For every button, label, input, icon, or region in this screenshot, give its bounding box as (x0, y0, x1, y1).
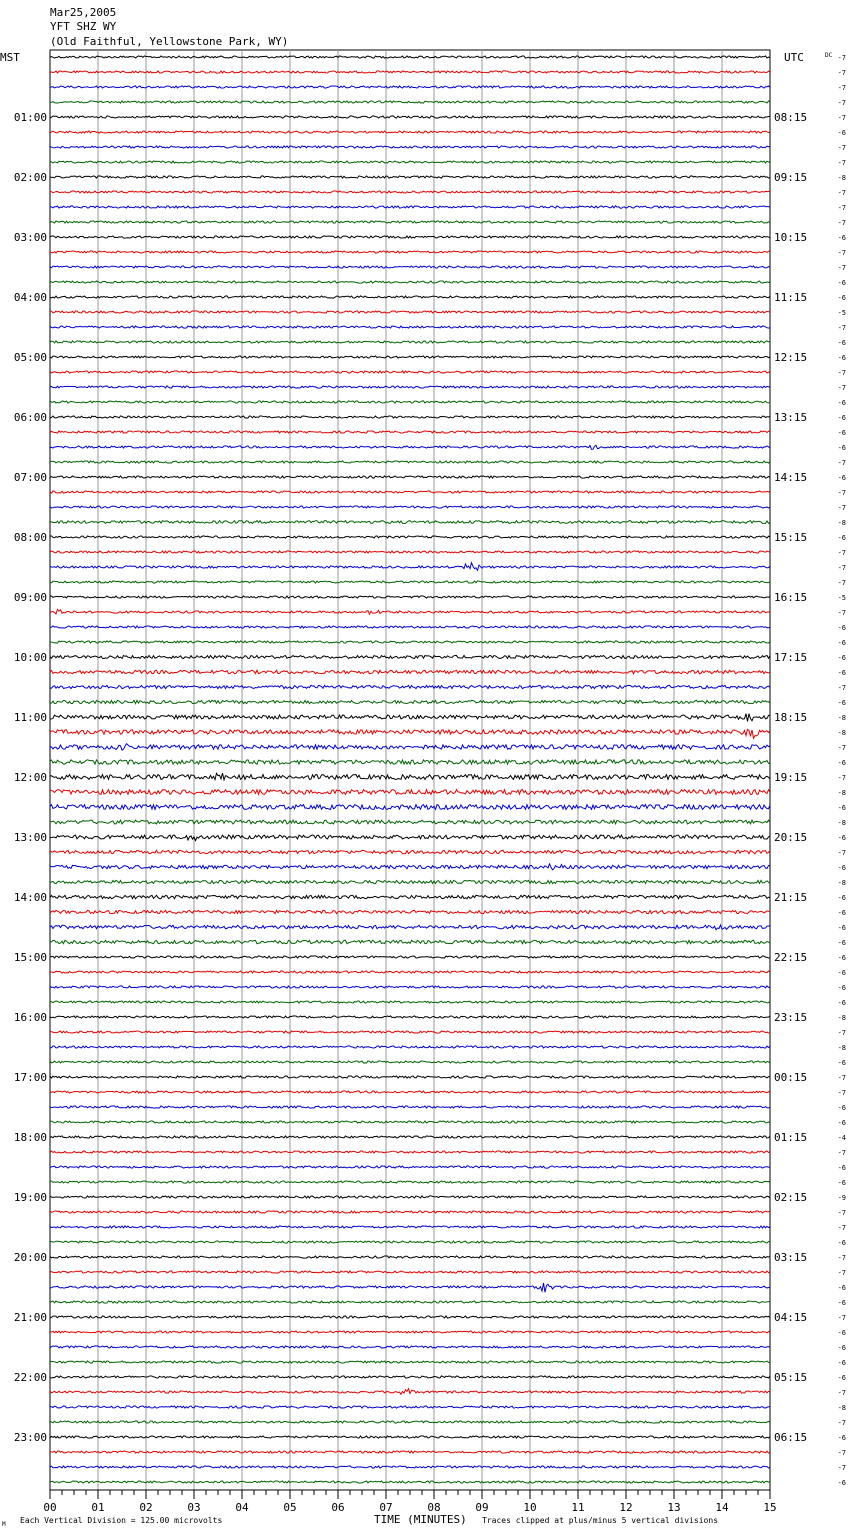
dc-offset-label: -6 (837, 1179, 846, 1187)
dc-offset-label: -6 (837, 1284, 846, 1292)
dc-offset-label: -7 (837, 1464, 846, 1472)
seismic-trace (50, 1271, 770, 1273)
seismic-trace (50, 1346, 770, 1348)
seismic-trace (50, 356, 770, 358)
seismic-trace (50, 820, 770, 824)
seismic-trace (50, 1151, 770, 1153)
seismic-trace (50, 491, 770, 493)
right-axis-label: UTC (784, 51, 804, 64)
dc-offset-label: -6 (837, 1239, 846, 1247)
dc-offset-label: -4 (837, 1134, 846, 1142)
mst-hour-label: 08:00 (13, 531, 47, 544)
x-tick-label: 08 (427, 1501, 441, 1514)
mst-hour-label: 10:00 (13, 651, 47, 664)
seismic-trace (50, 86, 770, 88)
seismic-trace (50, 1076, 770, 1078)
utc-hour-label: 20:15 (774, 831, 808, 844)
utc-hour-label: 16:15 (774, 591, 808, 604)
seismic-trace (50, 626, 770, 628)
mst-hour-labels (14, 111, 47, 1444)
mst-hour-label: 07:00 (13, 471, 47, 484)
dc-offset-label: -7 (837, 684, 846, 692)
seismic-trace (50, 341, 770, 343)
dc-offset-label: -6 (837, 1119, 846, 1127)
seismic-trace (50, 1016, 770, 1018)
seismic-trace (50, 1376, 770, 1378)
header-location: (Old Faithful, Yellowstone Park, WY) (50, 35, 289, 48)
mst-hour-label: 12:00 (13, 771, 47, 784)
dc-offset-label: -7 (837, 744, 846, 752)
seismic-trace (50, 1136, 770, 1138)
dc-offset-label: -7 (837, 384, 846, 392)
time-axis (43, 1490, 776, 1514)
seismic-trace (50, 895, 770, 898)
dc-offset-label: -6 (837, 924, 846, 932)
seismic-trace (50, 760, 770, 764)
mst-hour-label: 05:00 (13, 351, 47, 364)
seismic-trace (50, 311, 770, 313)
dc-offset-label: -7 (837, 504, 846, 512)
dc-offset-label: -7 (837, 159, 846, 167)
dc-offset-label: -6 (837, 669, 846, 677)
utc-hour-label: 14:15 (774, 471, 808, 484)
seismic-trace (50, 461, 770, 463)
seismic-trace (50, 609, 770, 614)
mst-hour-label: 11:00 (13, 711, 47, 724)
seismic-trace (50, 655, 770, 658)
utc-hour-label: 19:15 (774, 771, 808, 784)
seismic-trace (50, 744, 770, 750)
x-tick-label: 06 (331, 1501, 345, 1514)
dc-offset-label: -9 (837, 1194, 846, 1202)
dc-offset-label: -8 (837, 729, 846, 737)
x-tick-label: 13 (667, 1501, 681, 1514)
seismic-trace (50, 1046, 770, 1048)
dc-offset-label: -6 (837, 1434, 846, 1442)
dc-offset-label: -6 (837, 1479, 846, 1487)
seismic-trace (50, 1106, 770, 1108)
utc-hour-label: 12:15 (774, 351, 808, 364)
dc-offset-label: -7 (837, 1074, 846, 1082)
mst-hour-label: 19:00 (13, 1191, 47, 1204)
seismic-trace (50, 281, 770, 283)
left-axis-label: MST (0, 51, 20, 64)
seismic-trace (50, 116, 770, 118)
seismic-trace (50, 416, 770, 418)
mst-hour-label: 09:00 (13, 591, 47, 604)
x-axis-title: TIME (MINUTES) (374, 1513, 467, 1526)
seismic-trace (50, 1361, 770, 1363)
dc-offset-label: -7 (837, 609, 846, 617)
seismic-trace (50, 864, 770, 870)
x-tick-label: 00 (43, 1501, 57, 1514)
dc-offset-label: -6 (837, 699, 846, 707)
utc-hour-label: 15:15 (774, 531, 808, 544)
dc-offset-label: -6 (837, 894, 846, 902)
seismic-trace (50, 176, 770, 178)
dc-offset-label: -6 (837, 804, 846, 812)
dc-offset-label: -6 (837, 1059, 846, 1067)
dc-offset-label: -6 (837, 1329, 846, 1337)
x-tick-label: 10 (523, 1501, 537, 1514)
seismic-trace (50, 401, 770, 403)
dc-offset-label: -6 (837, 339, 846, 347)
seismic-trace (50, 236, 770, 238)
seismic-trace (50, 1316, 770, 1318)
dc-offset-label: -6 (837, 834, 846, 842)
dc-offset-label: -6 (837, 639, 846, 647)
dc-offset-label: -6 (837, 984, 846, 992)
seismic-trace (50, 1256, 770, 1258)
dc-offset-label: -6 (837, 1104, 846, 1112)
mst-hour-label: 17:00 (13, 1071, 47, 1084)
seismic-trace (50, 1283, 770, 1292)
mst-hour-label: 04:00 (13, 291, 47, 304)
seismic-trace (50, 773, 770, 780)
seismic-trace (50, 1091, 770, 1093)
dc-offset-label: -6 (837, 1359, 846, 1367)
utc-hour-label: 13:15 (774, 411, 808, 424)
dc-offset-label: -6 (837, 1374, 846, 1382)
utc-hour-label: 00:15 (774, 1071, 808, 1084)
dc-offset-label: -6 (837, 1344, 846, 1352)
seismic-trace (50, 700, 770, 703)
mst-hour-label: 22:00 (13, 1371, 47, 1384)
dc-offset-label: -7 (837, 219, 846, 227)
seismic-trace (50, 161, 770, 163)
seismic-trace (50, 326, 770, 328)
dc-offset-label: -8 (837, 519, 846, 527)
dc-offset-label: -7 (837, 1224, 846, 1232)
clip-note: Traces clipped at plus/minus 5 vertical divisions (482, 1516, 719, 1525)
seismic-trace (50, 1061, 770, 1063)
utc-hour-label: 21:15 (774, 891, 808, 904)
dc-offset-label: -6 (837, 654, 846, 662)
dc-offset-label: -7 (837, 849, 846, 857)
x-tick-label: 02 (139, 1501, 153, 1514)
dc-offset-label: -6 (837, 354, 846, 362)
seismic-trace (50, 1466, 770, 1468)
mst-hour-label: 20:00 (13, 1251, 47, 1264)
dc-offset-label: -7 (837, 1149, 846, 1157)
utc-hour-label: 10:15 (774, 231, 808, 244)
dc-offset-label: -7 (837, 54, 846, 62)
seismic-trace (50, 71, 770, 73)
utc-hour-label: 04:15 (774, 1311, 808, 1324)
x-tick-label: 14 (715, 1501, 729, 1514)
seismic-trace (50, 221, 770, 223)
seismic-trace (50, 670, 770, 674)
dc-offset-label: -7 (837, 84, 846, 92)
x-tick-label: 03 (187, 1501, 201, 1514)
utc-hour-label: 22:15 (774, 951, 808, 964)
dc-offset-label: -6 (837, 414, 846, 422)
seismic-trace (50, 551, 770, 553)
seismic-trace (50, 146, 770, 148)
dc-offset-label: -7 (837, 189, 846, 197)
seismic-trace (50, 971, 770, 973)
mst-hour-label: 03:00 (13, 231, 47, 244)
dc-offset-label: -6 (837, 444, 846, 452)
seismic-trace (50, 685, 770, 688)
header-station: YFT SHZ WY (50, 20, 117, 33)
utc-hour-label: 09:15 (774, 171, 808, 184)
dc-offset-label: -7 (837, 204, 846, 212)
utc-hour-labels (774, 111, 807, 1444)
seismic-trace (50, 581, 770, 583)
seismic-trace (50, 1226, 770, 1228)
seismic-trace (50, 596, 770, 598)
dc-offset-label: -7 (837, 324, 846, 332)
dc-offset-label: -6 (837, 534, 846, 542)
seismic-trace (50, 714, 770, 722)
seismic-trace (50, 1481, 770, 1483)
seismic-trace (50, 476, 770, 478)
x-tick-label: 15 (763, 1501, 777, 1514)
dc-offset-label: -6 (837, 969, 846, 977)
seismic-trace (50, 880, 770, 883)
dc-offset-label: -8 (837, 174, 846, 182)
dc-offset-label: -6 (837, 864, 846, 872)
seismic-trace (50, 729, 770, 738)
dc-offset-label: -7 (837, 1269, 846, 1277)
x-tick-label: 01 (91, 1501, 105, 1514)
mst-hour-label: 13:00 (13, 831, 47, 844)
mst-hour-label: 15:00 (13, 951, 47, 964)
seismic-trace (50, 1436, 770, 1438)
dc-offset-label: -7 (837, 99, 846, 107)
trace-group (50, 56, 770, 1483)
utc-hour-label: 01:15 (774, 1131, 808, 1144)
seismic-trace (50, 805, 770, 810)
dc-offset-label: -7 (837, 579, 846, 587)
seismic-trace (50, 431, 770, 433)
dc-offset-label: -7 (837, 564, 846, 572)
dc-offset-label: -8 (837, 879, 846, 887)
seismic-trace (50, 1181, 770, 1183)
mst-hour-label: 02:00 (13, 171, 47, 184)
dc-offset-label: -7 (837, 1089, 846, 1097)
seismic-trace (50, 131, 770, 133)
seismic-trace (50, 1451, 770, 1453)
seismic-trace (50, 506, 770, 508)
seismic-trace (50, 386, 770, 388)
corner-mark: M (2, 1521, 6, 1528)
dc-label: DC (825, 52, 833, 59)
mst-hour-label: 06:00 (13, 411, 47, 424)
seismic-trace (50, 371, 770, 373)
dc-offset-label: -6 (837, 1299, 846, 1307)
dc-offset-label: -7 (837, 1389, 846, 1397)
seismic-trace (50, 206, 770, 209)
seismic-trace (50, 940, 770, 944)
seismic-trace (50, 1406, 770, 1408)
dc-offset-label: -7 (837, 459, 846, 467)
seismic-trace (50, 850, 770, 854)
dc-offset-label: -7 (837, 264, 846, 272)
seismic-trace (50, 296, 770, 298)
dc-offset-label: -6 (837, 399, 846, 407)
dc-offset-label: -7 (837, 489, 846, 497)
seismic-trace (50, 521, 770, 524)
dc-offset-label: -7 (837, 249, 846, 257)
dc-offset-label: -6 (837, 129, 846, 137)
dc-offset-label: -7 (837, 1209, 846, 1217)
x-tick-label: 07 (379, 1501, 393, 1514)
dc-offset-label: -8 (837, 714, 846, 722)
dc-offset-label: -7 (837, 69, 846, 77)
mst-hour-label: 16:00 (13, 1011, 47, 1024)
seismic-trace (50, 56, 770, 58)
x-tick-label: 12 (619, 1501, 633, 1514)
dc-offset-label: -7 (837, 144, 846, 152)
seismic-trace (50, 191, 770, 193)
utc-hour-label: 02:15 (774, 1191, 808, 1204)
seismic-trace (50, 536, 770, 538)
seismic-trace (50, 1389, 770, 1395)
seismic-trace (50, 910, 770, 913)
dc-offset-label: -6 (837, 429, 846, 437)
dc-offset-label: -7 (837, 369, 846, 377)
seismic-trace (50, 1331, 770, 1333)
seismic-trace (50, 925, 770, 930)
mst-hour-label: 01:00 (13, 111, 47, 124)
dc-offset-label: -6 (837, 939, 846, 947)
mst-hour-label: 21:00 (13, 1311, 47, 1324)
mst-hour-label: 18:00 (13, 1131, 47, 1144)
dc-offset-label: -5 (837, 594, 846, 602)
dc-offset-label: -7 (837, 1254, 846, 1262)
utc-hour-label: 03:15 (774, 1251, 808, 1264)
seismic-trace (50, 835, 770, 841)
dc-offset-label: -6 (837, 999, 846, 1007)
seismic-trace (50, 790, 770, 795)
dc-offset-label: -7 (837, 1314, 846, 1322)
mst-hour-label: 23:00 (13, 1431, 47, 1444)
dc-offset-label: -6 (837, 234, 846, 242)
seismic-trace (50, 1121, 770, 1123)
dc-offset-label: -8 (837, 1014, 846, 1022)
seismic-trace (50, 1301, 770, 1303)
seismic-trace (50, 445, 770, 449)
utc-hour-label: 08:15 (774, 111, 808, 124)
seismic-trace (50, 1196, 770, 1198)
seismic-trace (50, 956, 770, 958)
scale-note: Each Vertical Division = 125.00 microvolts (20, 1516, 223, 1525)
seismic-trace (50, 101, 770, 103)
x-tick-label: 11 (571, 1501, 585, 1514)
dc-offset-label: -6 (837, 624, 846, 632)
x-tick-label: 09 (475, 1501, 489, 1514)
utc-hour-label: 17:15 (774, 651, 808, 664)
utc-hour-label: 06:15 (774, 1431, 808, 1444)
dc-offset-label: -8 (837, 819, 846, 827)
dc-offset-label: -6 (837, 909, 846, 917)
dc-offset-label: -7 (837, 1449, 846, 1457)
dc-offset-label: -5 (837, 309, 846, 317)
x-tick-label: 04 (235, 1501, 249, 1514)
dc-offset-label: -6 (837, 759, 846, 767)
mst-hour-label: 14:00 (13, 891, 47, 904)
utc-hour-label: 23:15 (774, 1011, 808, 1024)
dc-offset-label: -6 (837, 474, 846, 482)
dc-offset-label: -8 (837, 789, 846, 797)
dc-offset-label: -7 (837, 774, 846, 782)
dc-offset-label: -6 (837, 294, 846, 302)
dc-offset-label: -7 (837, 549, 846, 557)
dc-offset-label: -6 (837, 954, 846, 962)
utc-hour-label: 18:15 (774, 711, 808, 724)
seismic-trace (50, 1241, 770, 1243)
dc-offset-labels (838, 54, 846, 1487)
dc-offset-label: -7 (837, 1419, 846, 1427)
seismic-trace (50, 1001, 770, 1003)
x-tick-label: 05 (283, 1501, 297, 1514)
seismic-trace (50, 1211, 770, 1213)
seismic-trace (50, 1421, 770, 1423)
dc-offset-label: -6 (837, 1164, 846, 1172)
dc-offset-label: -7 (837, 1029, 846, 1037)
dc-offset-label: -8 (837, 1044, 846, 1052)
seismic-trace (50, 251, 770, 253)
seismic-trace (50, 986, 770, 988)
seismic-trace (50, 1031, 770, 1033)
seismic-trace (50, 1166, 770, 1168)
header-date: Mar25,2005 (50, 6, 117, 19)
dc-offset-label: -7 (837, 114, 846, 122)
seismic-trace (50, 266, 770, 268)
dc-offset-label: -8 (837, 1404, 846, 1412)
utc-hour-label: 11:15 (774, 291, 808, 304)
dc-offset-label: -6 (837, 279, 846, 287)
seismic-trace (50, 641, 770, 643)
utc-hour-label: 05:15 (774, 1371, 808, 1384)
seismic-trace (50, 563, 770, 571)
